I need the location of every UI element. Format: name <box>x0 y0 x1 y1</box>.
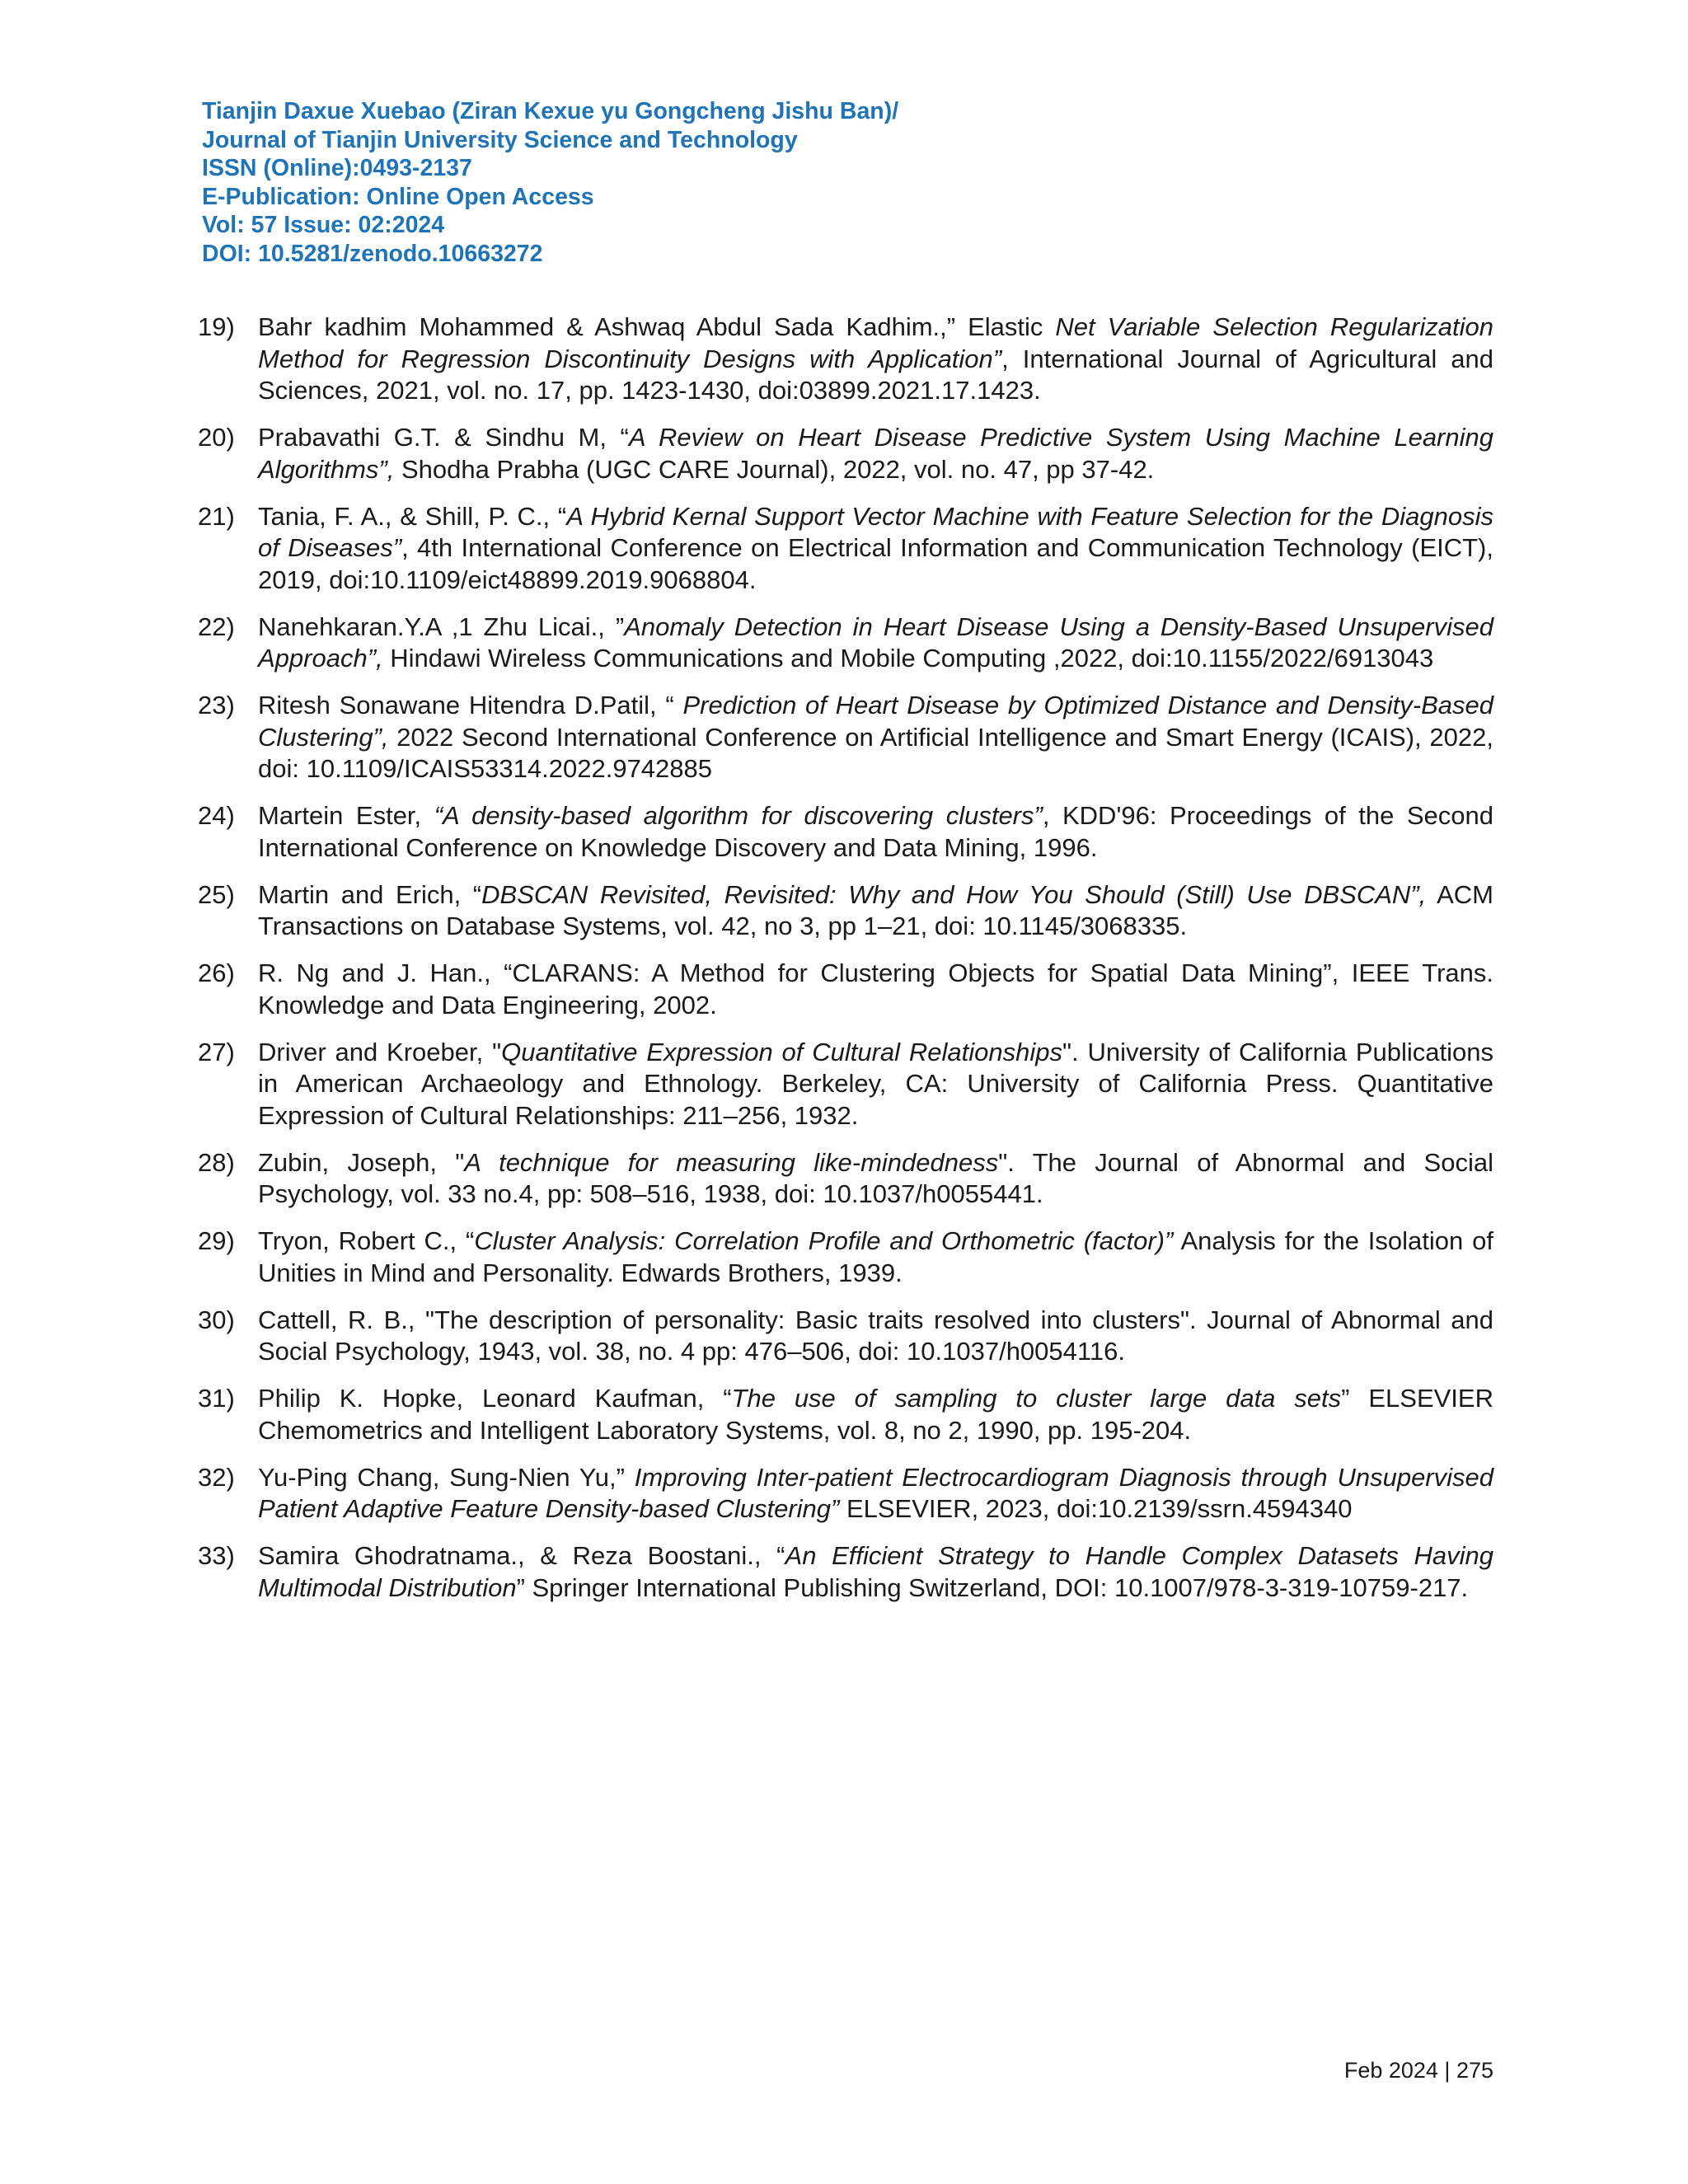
reference-title: Cluster Analysis: Correlation Profile and Orthometric (factor)” <box>474 1226 1174 1255</box>
reference-title: “A density-based algorithm for discovering clusters” <box>434 801 1043 830</box>
reference-item <box>198 690 1493 785</box>
reference-item <box>198 1147 1493 1211</box>
journal-header-line: Vol: 57 Issue: 02:2024 <box>202 212 445 238</box>
reference-segment: Analysis for the Isolation of Unities in Mind and Personality. Edwards Brothers, 1939. <box>258 1226 1494 1287</box>
reference-segment: Tania, F. A., & Shill, P. C., “ <box>258 501 567 531</box>
reference-text <box>258 612 1493 675</box>
reference-number: 32) <box>198 1462 235 1492</box>
reference-text <box>258 1305 1493 1368</box>
reference-text <box>258 690 1493 785</box>
reference-item <box>198 422 1493 485</box>
reference-list <box>198 312 1493 1619</box>
reference-segment: Bahr kadhim Mohammed & Ashwaq Abdul Sada Kadhim.,” Elastic <box>258 312 1056 341</box>
reference-title: An Efficient Strategy to Handle Complex Datasets Having Multimodal Distribution <box>258 1541 1494 1602</box>
reference-segment: ” ELSEVIER Chemometrics and Intelligent Laboratory Systems, vol. 8, no 2, 1990, pp. 195-204. <box>258 1384 1493 1445</box>
reference-number: 33) <box>198 1541 235 1570</box>
reference-text <box>258 1226 1493 1289</box>
reference-segment: , International Journal of Agricultural and Sciences, 2021, vol. no. 17, pp. 1423-1430, doi:03899.2021.17.1423. <box>258 344 1493 405</box>
reference-segment: Cattell, R. B., "The description of personality: Basic traits resolved into clusters". Journal of Abnormal and Social Psychology, 1943, vol. 38, no. 4 pp: 476–506, doi: 10.1037/h0054116. <box>258 1305 1493 1366</box>
reference-text <box>258 1540 1493 1604</box>
reference-text <box>258 1147 1493 1211</box>
reference-number: 22) <box>198 612 235 641</box>
reference-number: 23) <box>198 691 235 719</box>
journal-header-line: E-Publication: Online Open Access <box>202 183 594 210</box>
reference-segment: ACM Transactions on Database Systems, vol. 42, no 3, pp 1–21, doi: 10.1145/3068335. <box>258 879 1493 940</box>
reference-item <box>198 800 1493 864</box>
reference-segment: ". The Journal of Abnormal and Social Psychology, vol. 33 no.4, pp: 508–516, 1938, doi: 10.1037/h0055441. <box>258 1147 1493 1208</box>
reference-text <box>258 879 1493 943</box>
reference-text <box>258 501 1493 597</box>
reference-segment: Philip K. Hopke, Leonard Kaufman, “ <box>258 1384 732 1413</box>
reference-segment: ". University of California Publications in American Archaeology and Ethnology. Berkeley, CA: University of California Press. Quantitative Expression of Cultural Relationships: 211–256, 1932. <box>258 1037 1493 1130</box>
reference-item <box>198 958 1493 1021</box>
reference-segment: Shodha Prabha (UGC CARE Journal), 2022, vol. no. 47, pp 37-42. <box>394 454 1155 484</box>
reference-item <box>198 1383 1493 1446</box>
journal-header <box>202 97 898 268</box>
reference-title: Quantitative Expression of Cultural Relationships <box>501 1037 1062 1066</box>
reference-number: 30) <box>198 1305 235 1334</box>
reference-text <box>258 958 1493 1021</box>
reference-segment: , KDD'96: Proceedings of the Second International Conference on Knowledge Discovery and Data Mining, 1996. <box>258 801 1494 862</box>
reference-title: A Review on Heart Disease Predictive System Using Machine Learning Algorithms”, <box>258 423 1493 484</box>
reference-text <box>258 1037 1493 1132</box>
page-footer: Feb 2024 | 275 <box>1343 2058 1493 2083</box>
reference-item <box>198 1462 1493 1526</box>
reference-title: A Hybrid Kernal Support Vector Machine with Feature Selection for the Diagnosis of Diseases” <box>258 501 1493 562</box>
reference-number: 21) <box>198 501 235 531</box>
reference-number: 24) <box>198 801 235 830</box>
reference-item <box>198 612 1493 675</box>
reference-title: The use of sampling to cluster large data sets <box>731 1384 1342 1413</box>
reference-segment: Martein Ester, <box>258 801 434 830</box>
reference-text <box>258 422 1493 485</box>
reference-item <box>198 1037 1493 1132</box>
reference-number: 26) <box>198 958 235 987</box>
reference-segment: ELSEVIER, 2023, doi:10.2139/ssrn.4594340 <box>839 1494 1353 1523</box>
reference-segment: ” Springer International Publishing Switzerland, DOI: 10.1007/978-3-319-10759-217. <box>516 1572 1469 1602</box>
reference-item <box>198 1305 1493 1368</box>
reference-number: 27) <box>198 1037 235 1066</box>
reference-number: 29) <box>198 1226 235 1255</box>
reference-segment: Zubin, Joseph, " <box>258 1147 465 1177</box>
reference-number: 31) <box>198 1384 235 1413</box>
journal-header-line: DOI: 10.5281/zenodo.10663272 <box>202 240 543 267</box>
reference-title: Improving Inter-patient Electrocardiogram Diagnosis through Unsupervised Patient Adaptive Feature Density-based Clustering” <box>258 1462 1493 1523</box>
reference-title: Net Variable Selection Regularization Method for Regression Discontinuity Designs with Application” <box>258 312 1493 373</box>
reference-text <box>258 1462 1493 1526</box>
reference-title: Prediction of Heart Disease by Optimized Distance and Density-Based Clustering”, <box>258 691 1494 752</box>
reference-item <box>198 312 1493 407</box>
reference-segment: Hindawi Wireless Communications and Mobile Computing ,2022, doi:10.1155/2022/6913043 <box>382 644 1434 673</box>
reference-item <box>198 1540 1493 1604</box>
reference-number: 28) <box>198 1147 235 1177</box>
reference-item <box>198 1226 1493 1289</box>
reference-segment: Samira Ghodratnama., & Reza Boostani., “ <box>258 1541 785 1570</box>
reference-title: A technique for measuring like-mindedness <box>464 1147 999 1177</box>
reference-item <box>198 501 1493 597</box>
reference-segment: Prabavathi G.T. & Sindhu M, “ <box>258 423 629 452</box>
reference-segment: Nanehkaran.Y.A ,1 Zhu Licai., ” <box>258 612 625 641</box>
reference-text <box>258 312 1493 407</box>
reference-title: Anomaly Detection in Heart Disease Using a Density-Based Unsupervised Approach”, <box>258 612 1493 673</box>
reference-item <box>198 879 1493 943</box>
journal-header-line: Tianjin Daxue Xuebao (Ziran Kexue yu Gongcheng Jishu Ban)/ <box>202 98 899 124</box>
reference-segment: Tryon, Robert C., “ <box>258 1226 475 1255</box>
reference-title: DBSCAN Revisited, Revisited: Why and How You Should (Still) Use DBSCAN”, <box>481 879 1427 909</box>
reference-number: 25) <box>198 879 235 909</box>
reference-segment: Driver and Kroeber, " <box>258 1037 502 1066</box>
reference-segment: 2022 Second International Conference on Artificial Intelligence and Smart Energy (ICAIS), 2022, doi: 10.1109/ICAIS53314.2022.9742885 <box>258 722 1493 783</box>
journal-header-line: Journal of Tianjin University Science and Technology <box>202 126 798 153</box>
reference-segment: Yu-Ping Chang, Sung-Nien Yu,” <box>258 1462 635 1492</box>
reference-segment: Martin and Erich, “ <box>258 879 482 909</box>
reference-segment: R. Ng and J. Han., “CLARANS: A Method for Clustering Objects for Spatial Data Mining”, IEEE Trans. Knowledge and Data Engineering, 2002. <box>258 958 1493 1019</box>
reference-segment: , 4th International Conference on Electrical Information and Communication Technology (EICT), 2019, doi:10.1109/eict48899.2019.9068804. <box>258 533 1493 594</box>
reference-number: 19) <box>198 312 235 341</box>
reference-number: 20) <box>198 423 235 452</box>
reference-segment: Ritesh Sonawane Hitendra D.Patil, “ <box>258 691 683 719</box>
journal-header-line: ISSN (Online):0493-2137 <box>202 155 472 181</box>
reference-text <box>258 1383 1493 1446</box>
reference-text <box>258 800 1493 864</box>
